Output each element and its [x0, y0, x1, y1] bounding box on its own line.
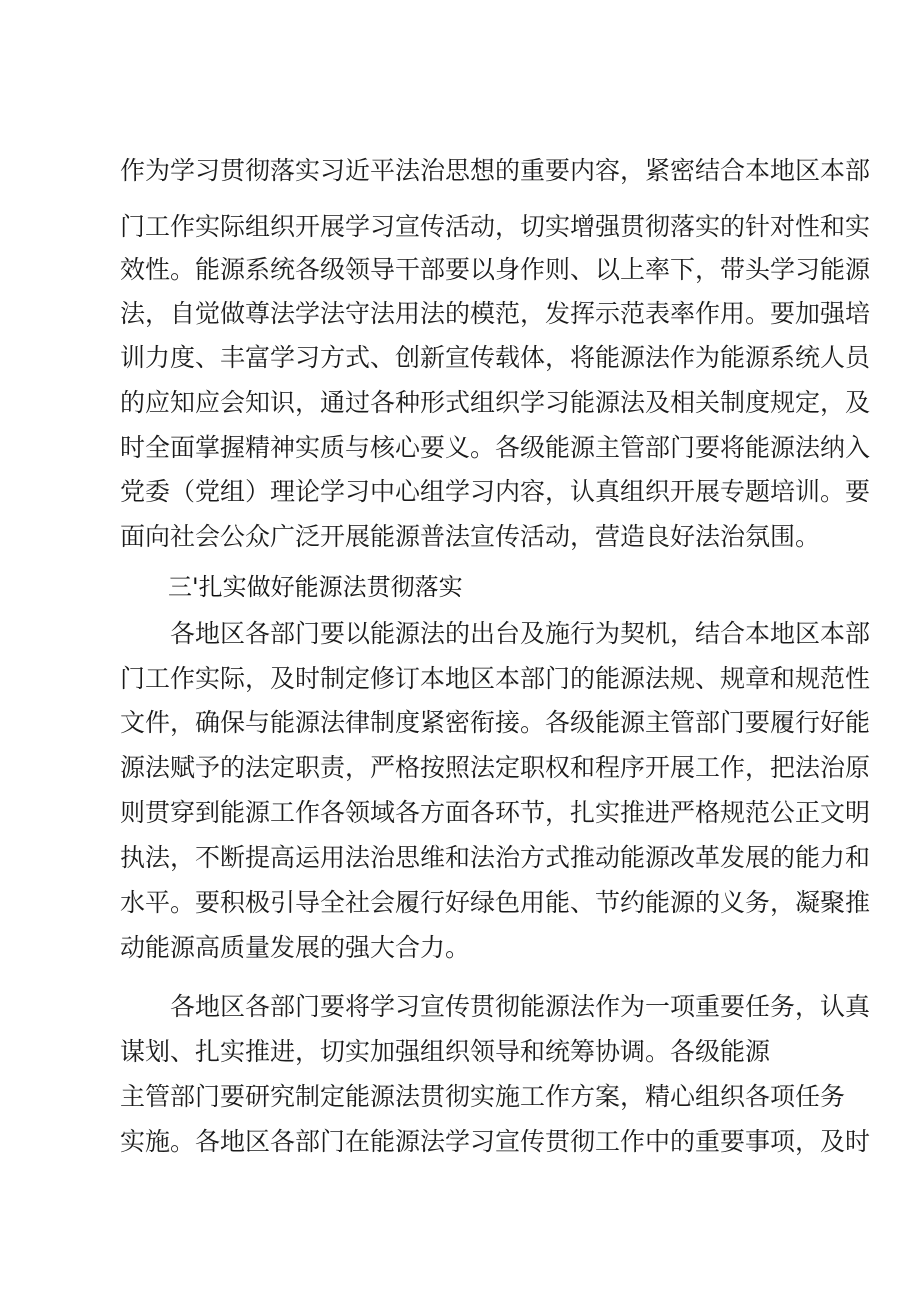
paragraph-2-line: 则贯穿到能源工作各领域各方面各环节，扎实推进严格规范公正文明: [120, 798, 871, 827]
paragraph-3-line: 各地区各部门要将学习宣传贯彻能源法作为一项重要任务，认真: [170, 992, 871, 1021]
paragraph-2-line: 门工作实际，及时制定修订本地区本部门的能源法规、规章和规范性: [120, 664, 871, 693]
section-heading: 三'扎实做好能源法贯彻落实: [168, 573, 463, 601]
paragraph-1-line: 训力度、丰富学习方式、创新宣传载体，将能源法作为能源系统人员: [120, 343, 871, 372]
paragraph-3-line: 主管部门要研究制定能源法贯彻实施工作方案，精心组织各项任务: [120, 1082, 846, 1111]
paragraph-3-line: 谋划、扎实推进，切实加强组织领导和统筹协调。各级能源: [120, 1037, 771, 1066]
paragraph-1-line: 党委（党组）理论学习中心组学习内容，认真组织开展专题培训。要: [120, 477, 871, 506]
paragraph-2-line: 水平。要积极引导全社会履行好绿色用能、节约能源的义务，凝聚推: [120, 888, 871, 917]
paragraph-2-line: 源法赋予的法定职责，严格按照法定职权和程序开展工作，把法治原: [120, 753, 871, 782]
paragraph-2-line: 执法，不断提高运用法治思维和法治方式推动能源改革发展的能力和: [120, 843, 871, 872]
paragraph-1-line: 效性。能源系统各级领导干部要以身作则、以上率下，带头学习能源: [120, 255, 871, 284]
paragraph-1-line: 面向社会公众广泛开展能源普法宣传活动，营造良好法治氛围。: [120, 522, 821, 551]
paragraph-2-line: 动能源高质量发展的强大合力。: [120, 933, 471, 962]
paragraph-1-line: 作为学习贯彻落实习近平法治思想的重要内容，紧密结合本地区本部: [120, 156, 871, 185]
paragraph-1-line: 法，自觉做尊法学法守法用法的模范，发挥示范表率作用。要加强培: [120, 299, 871, 328]
paragraph-1-line: 的应知应会知识，通过各种形式组织学习能源法及相关制度规定，及: [120, 388, 871, 417]
paragraph-1-line: 时全面掌握精神实质与核心要义。各级能源主管部门要将能源法纳入: [120, 433, 871, 462]
paragraph-2-line: 各地区各部门要以能源法的出台及施行为契机，结合本地区本部: [170, 619, 871, 648]
paragraph-1-line: 门工作实际组织开展学习宣传活动，切实增强贯彻落实的针对性和实: [120, 212, 871, 241]
paragraph-2-line: 文件，确保与能源法律制度紧密衔接。各级能源主管部门要履行好能: [120, 708, 871, 737]
paragraph-3-line: 实施。各地区各部门在能源法学习宣传贯彻工作中的重要事项，及时: [120, 1127, 871, 1156]
